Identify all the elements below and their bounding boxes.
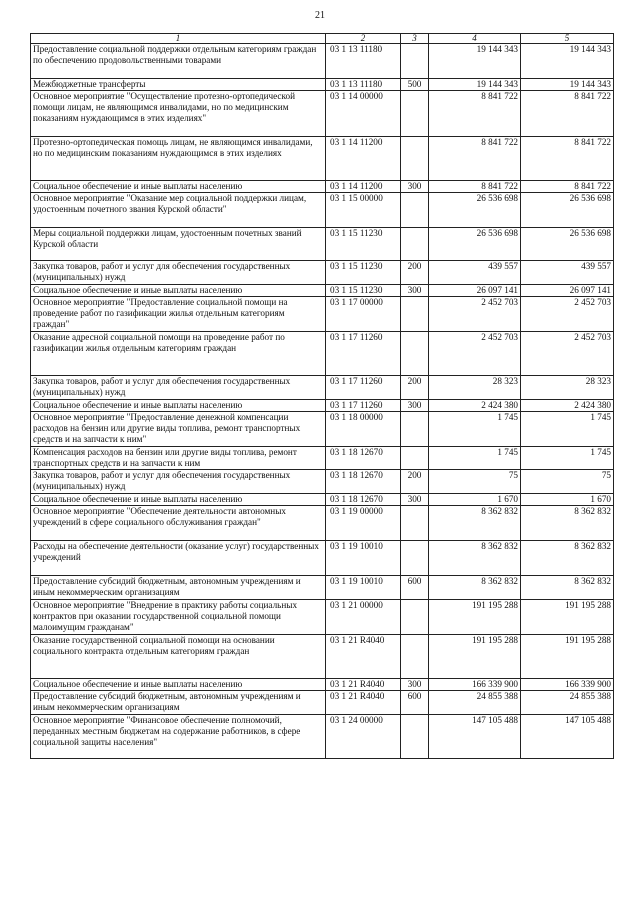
row-expense-type <box>401 412 429 447</box>
row-code: 03 1 15 11230 <box>326 228 401 261</box>
row-value-1: 166 339 900 <box>429 679 521 691</box>
row-value-1: 2 452 703 <box>429 332 521 376</box>
table-row <box>31 400 614 412</box>
row-name: Предоставление субсидий бюджетным, автономным учреждениям и иным некоммерческим организациям <box>31 691 326 715</box>
row-name: Основное мероприятие "Обеспечение деятельности автономных учреждений в сфере социального обслуживания граждан" <box>31 506 326 541</box>
row-value-2: 8 362 832 <box>521 506 614 541</box>
table-row <box>31 576 614 600</box>
row-value-2: 2 452 703 <box>521 297 614 332</box>
row-expense-type: 500 <box>401 79 429 91</box>
row-value-2: 1 745 <box>521 447 614 470</box>
table-row <box>31 193 614 228</box>
row-code: 03 1 15 11230 <box>326 285 401 297</box>
row-value-1: 28 323 <box>429 376 521 400</box>
row-expense-type: 200 <box>401 376 429 400</box>
column-header: 4 <box>429 34 521 44</box>
row-code: 03 1 17 11260 <box>326 332 401 376</box>
row-name: Расходы на обеспечение деятельности (оказание услуг) государственных учреждений <box>31 541 326 576</box>
row-value-1: 19 144 343 <box>429 79 521 91</box>
row-name: Социальное обеспечение и иные выплаты населению <box>31 400 326 412</box>
row-name: Предоставление субсидий бюджетным, автономным учреждениям и иным некоммерческим организациям <box>31 576 326 600</box>
row-value-2: 19 144 343 <box>521 79 614 91</box>
row-code: 03 1 19 10010 <box>326 576 401 600</box>
row-code: 03 1 18 00000 <box>326 412 401 447</box>
table-row <box>31 376 614 400</box>
row-name: Основное мероприятие "Оказание мер социальной поддержки лицам, удостоенным почетного звания Курской области" <box>31 193 326 228</box>
row-value-1: 2 452 703 <box>429 297 521 332</box>
row-code: 03 1 15 00000 <box>326 193 401 228</box>
row-expense-type <box>401 635 429 679</box>
table-row <box>31 635 614 679</box>
row-name: Основное мероприятие "Предоставление денежной компенсации расходов на бензин или другие виды топлива, ремонт транспортных средств и на запчасти к ним" <box>31 412 326 447</box>
row-code: 03 1 21 R4040 <box>326 679 401 691</box>
row-value-1: 191 195 288 <box>429 635 521 679</box>
table-row <box>31 181 614 193</box>
row-name: Закупка товаров, работ и услуг для обеспечения государственных (муниципальных) нужд <box>31 376 326 400</box>
row-code: 03 1 17 11260 <box>326 376 401 400</box>
row-value-2: 24 855 388 <box>521 691 614 715</box>
row-code: 03 1 14 00000 <box>326 91 401 137</box>
row-name: Межбюджетные трансферты <box>31 79 326 91</box>
row-value-2: 166 339 900 <box>521 679 614 691</box>
row-expense-type <box>401 332 429 376</box>
table-row <box>31 691 614 715</box>
row-code: 03 1 14 11200 <box>326 181 401 193</box>
row-value-2: 191 195 288 <box>521 635 614 679</box>
row-name: Основное мероприятие "Внедрение в практику работы социальных контрактов при оказании государственной социальной помощи малоимущим гражданам" <box>31 600 326 635</box>
row-code: 03 1 15 11230 <box>326 261 401 285</box>
table-row <box>31 447 614 470</box>
row-value-2: 8 841 722 <box>521 91 614 137</box>
row-value-1: 19 144 343 <box>429 44 521 79</box>
table-row <box>31 297 614 332</box>
row-name: Компенсация расходов на бензин или другие виды топлива, ремонт транспортных средств и на запчасти к ним <box>31 447 326 470</box>
row-expense-type: 200 <box>401 261 429 285</box>
row-value-1: 26 536 698 <box>429 193 521 228</box>
row-name: Протезно-ортопедическая помощь лицам, не являющимся инвалидами, но по медицинским показаниям нуждающимся в этих изделиях <box>31 137 326 181</box>
budget-table <box>30 33 614 759</box>
row-expense-type <box>401 541 429 576</box>
row-name: Оказание государственной социальной помощи на основании социального контракта отдельным категориям граждан <box>31 635 326 679</box>
row-expense-type <box>401 600 429 635</box>
table-row <box>31 228 614 261</box>
row-expense-type: 200 <box>401 470 429 494</box>
row-name: Основное мероприятие "Финансовое обеспечение полномочий, переданных местным бюджетам на содержание работников, в сфере социальной защиты населения" <box>31 715 326 759</box>
row-name: Меры социальной поддержки лицам, удостоенным почетных званий Курской области <box>31 228 326 261</box>
row-expense-type: 300 <box>401 285 429 297</box>
row-expense-type <box>401 193 429 228</box>
row-value-1: 147 105 488 <box>429 715 521 759</box>
table-row <box>31 332 614 376</box>
table-row <box>31 79 614 91</box>
row-code: 03 1 24 00000 <box>326 715 401 759</box>
table-row <box>31 261 614 285</box>
row-value-1: 439 557 <box>429 261 521 285</box>
row-value-2: 75 <box>521 470 614 494</box>
row-expense-type: 300 <box>401 400 429 412</box>
table-row <box>31 285 614 297</box>
row-expense-type: 300 <box>401 181 429 193</box>
table-row <box>31 715 614 759</box>
column-header: 3 <box>401 34 429 44</box>
row-code: 03 1 21 00000 <box>326 600 401 635</box>
row-value-1: 8 841 722 <box>429 91 521 137</box>
row-value-1: 1 670 <box>429 494 521 506</box>
row-expense-type <box>401 297 429 332</box>
row-value-2: 28 323 <box>521 376 614 400</box>
row-name: Закупка товаров, работ и услуг для обеспечения государственных (муниципальных) нужд <box>31 470 326 494</box>
row-value-2: 8 362 832 <box>521 576 614 600</box>
row-code: 03 1 21 R4040 <box>326 691 401 715</box>
table-row <box>31 506 614 541</box>
column-header: 1 <box>31 34 326 44</box>
row-expense-type: 300 <box>401 679 429 691</box>
row-code: 03 1 18 12670 <box>326 494 401 506</box>
row-expense-type <box>401 91 429 137</box>
row-expense-type <box>401 228 429 261</box>
row-code: 03 1 18 12670 <box>326 447 401 470</box>
row-value-2: 2 452 703 <box>521 332 614 376</box>
row-name: Предоставление социальной поддержки отдельным категориям граждан по обеспечению продовольственными товарами <box>31 44 326 79</box>
row-value-2: 439 557 <box>521 261 614 285</box>
row-name: Основное мероприятие "Осуществление протезно-ортопедической помощи лицам, не являющимся инвалидами, но по медицинским показаниям нуждающимся в этих изделиях" <box>31 91 326 137</box>
column-header: 5 <box>521 34 614 44</box>
row-name: Закупка товаров, работ и услуг для обеспечения государственных (муниципальных) нужд <box>31 261 326 285</box>
row-name: Социальное обеспечение и иные выплаты населению <box>31 494 326 506</box>
table-row <box>31 679 614 691</box>
row-code: 03 1 19 00000 <box>326 506 401 541</box>
row-name: Социальное обеспечение и иные выплаты населению <box>31 679 326 691</box>
row-value-2: 26 097 141 <box>521 285 614 297</box>
row-value-1: 1 745 <box>429 412 521 447</box>
row-name: Оказание адресной социальной помощи на проведение работ по газификации жилья отдельным категориям граждан <box>31 332 326 376</box>
row-value-2: 2 424 380 <box>521 400 614 412</box>
row-code: 03 1 21 R4040 <box>326 635 401 679</box>
row-value-1: 26 097 141 <box>429 285 521 297</box>
table-row <box>31 137 614 181</box>
row-expense-type <box>401 715 429 759</box>
row-value-2: 8 841 722 <box>521 137 614 181</box>
row-value-2: 1 745 <box>521 412 614 447</box>
table-row <box>31 412 614 447</box>
row-value-2: 191 195 288 <box>521 600 614 635</box>
row-value-1: 191 195 288 <box>429 600 521 635</box>
row-value-2: 26 536 698 <box>521 193 614 228</box>
row-expense-type <box>401 44 429 79</box>
column-number-row <box>31 34 614 44</box>
row-expense-type <box>401 506 429 541</box>
row-value-1: 8 841 722 <box>429 137 521 181</box>
row-name: Социальное обеспечение и иные выплаты населению <box>31 181 326 193</box>
table-row <box>31 541 614 576</box>
row-expense-type: 300 <box>401 494 429 506</box>
row-name: Социальное обеспечение и иные выплаты населению <box>31 285 326 297</box>
row-value-2: 26 536 698 <box>521 228 614 261</box>
table-row <box>31 494 614 506</box>
row-value-2: 1 670 <box>521 494 614 506</box>
row-value-2: 147 105 488 <box>521 715 614 759</box>
row-value-1: 24 855 388 <box>429 691 521 715</box>
row-code: 03 1 13 11180 <box>326 79 401 91</box>
row-expense-type <box>401 137 429 181</box>
row-value-1: 1 745 <box>429 447 521 470</box>
row-code: 03 1 13 11180 <box>326 44 401 79</box>
row-value-2: 8 841 722 <box>521 181 614 193</box>
row-expense-type <box>401 447 429 470</box>
row-value-1: 8 841 722 <box>429 181 521 193</box>
column-header: 2 <box>326 34 401 44</box>
row-expense-type: 600 <box>401 576 429 600</box>
table-row <box>31 44 614 79</box>
page-number: 21 <box>315 10 325 21</box>
row-name: Основное мероприятие "Предоставление социальной помощи на проведение работ по газификации жилья отдельным категориям граждан" <box>31 297 326 332</box>
row-value-2: 8 362 832 <box>521 541 614 576</box>
row-code: 03 1 18 12670 <box>326 470 401 494</box>
row-code: 03 1 17 00000 <box>326 297 401 332</box>
row-value-1: 8 362 832 <box>429 576 521 600</box>
row-code: 03 1 19 10010 <box>326 541 401 576</box>
row-value-2: 19 144 343 <box>521 44 614 79</box>
row-value-1: 2 424 380 <box>429 400 521 412</box>
row-value-1: 26 536 698 <box>429 228 521 261</box>
row-code: 03 1 14 11200 <box>326 137 401 181</box>
table-row <box>31 470 614 494</box>
row-code: 03 1 17 11260 <box>326 400 401 412</box>
row-value-1: 8 362 832 <box>429 541 521 576</box>
row-expense-type: 600 <box>401 691 429 715</box>
table-row <box>31 91 614 137</box>
table-row <box>31 600 614 635</box>
row-value-1: 75 <box>429 470 521 494</box>
row-value-1: 8 362 832 <box>429 506 521 541</box>
